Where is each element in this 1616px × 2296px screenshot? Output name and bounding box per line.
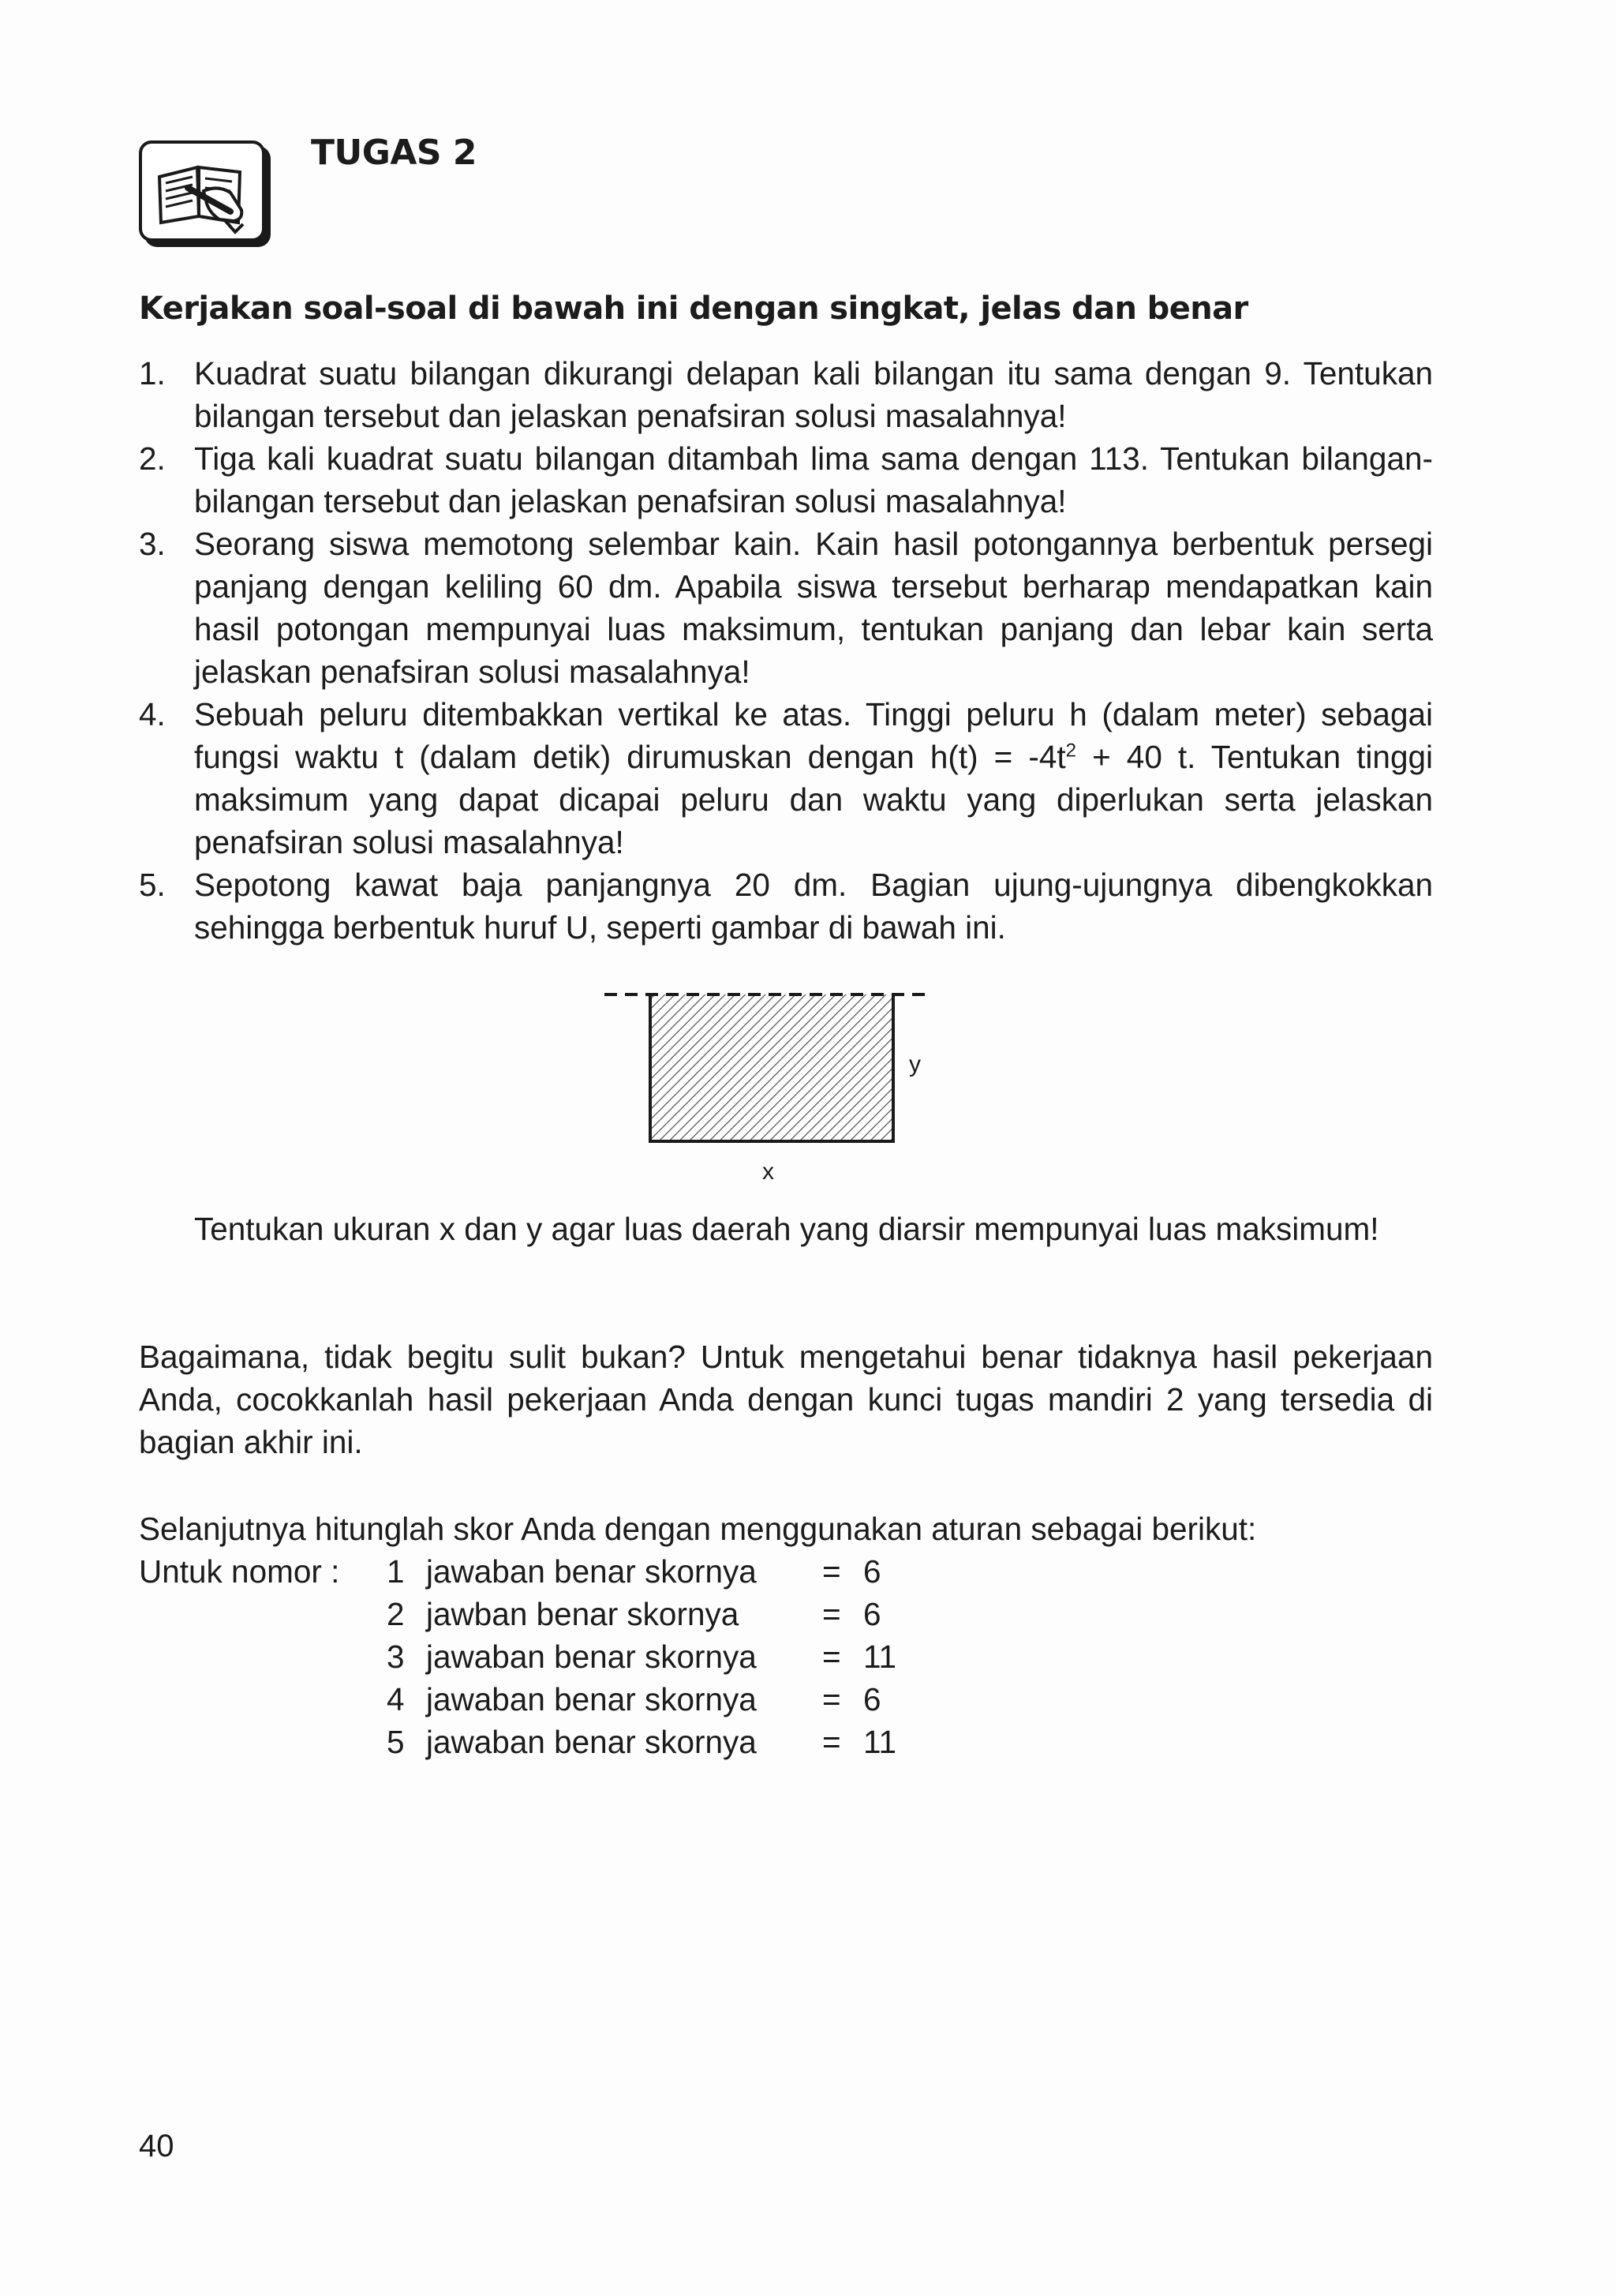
score-equals: = <box>822 1724 841 1760</box>
u-shape-diagram <box>600 979 963 1192</box>
exponent: 2 <box>1065 740 1077 762</box>
score-number: 1 <box>387 1553 405 1590</box>
score-label: jawban benar skornya <box>426 1596 739 1632</box>
score-label: jawaban benar skornya <box>426 1639 757 1675</box>
score-number: 5 <box>387 1724 405 1760</box>
score-equals: = <box>822 1681 841 1717</box>
score-number: 3 <box>387 1639 405 1675</box>
closing-paragraph: Bagaimana, tidak begitu sulit bukan? Untuk mengetahui benar tidaknya hasil pekerjaan Anda, cocokkanlah hasil pekerjaan Anda dengan kunci tugas mandiri 2 yang tersedia di bagian akhir ini. <box>139 1339 1433 1460</box>
score-number: 2 <box>387 1596 405 1632</box>
question-text-continued: + 40 t. Tentukan tinggi maksimum yang dapat dicapai peluru dan waktu yang diperlukan serta jelaskan penafsiran solusi masalahnya! <box>194 739 1433 860</box>
question-item-4 <box>139 693 1433 863</box>
page-number: 40 <box>139 2129 174 2163</box>
question-item-5 <box>139 863 1433 949</box>
score-value: 6 <box>863 1681 881 1717</box>
question-number: 5. <box>139 867 166 903</box>
score-label: jawaban benar skornya <box>426 1724 757 1760</box>
u-shape-figure <box>600 979 963 1196</box>
score-value: 11 <box>863 1639 897 1675</box>
book-and-pen-icon-graphic <box>142 144 262 238</box>
question-item-3 <box>139 522 1433 693</box>
question-text: Sebuah peluru ditembakkan vertikal ke atas. Tinggi peluru h (dalam meter) sebagai fungsi waktu t (dalam detik) dirumuskan dengan h(t) = -4t <box>194 696 1433 775</box>
label-x: x <box>762 1159 774 1185</box>
question5-followup: Tentukan ukuran x dan y agar luas daerah yang diarsir mempunyai luas maksimum! <box>194 1211 1379 1247</box>
question-item-1 <box>139 352 1433 437</box>
question-text: Sepotong kawat baja panjangnya 20 dm. Bagian ujung-ujungnya dibengkokkan sehingga berbentuk huruf U, seperti gambar di bawah ini. <box>194 867 1433 946</box>
section-title: TUGAS 2 <box>311 133 477 173</box>
label-y: y <box>909 1051 921 1077</box>
score-label: jawaban benar skornya <box>426 1681 757 1717</box>
question-number: 4. <box>139 696 166 732</box>
score-value: 11 <box>863 1724 897 1760</box>
score-equals: = <box>822 1553 841 1590</box>
question-item-2 <box>139 437 1433 522</box>
score-value: 6 <box>863 1596 881 1632</box>
question-text: Kuadrat suatu bilangan dikurangi delapan kali bilangan itu sama dengan 9. Tentukan bilangan tersebut dan jelaskan penafsiran solusi masalahnya! <box>194 355 1433 434</box>
question-number: 3. <box>139 526 166 562</box>
shaded-region <box>650 994 893 1141</box>
scoring-intro: Selanjutnya hitunglah skor Anda dengan menggunakan aturan sebagai berikut: <box>139 1511 1257 1547</box>
question-text: Seorang siswa memotong selembar kain. Kain hasil potongannya berbentuk persegi panjang dengan keliling 60 dm. Apabila siswa tersebut berharap mendapatkan kain hasil potongan mempunyai luas maksimum, tentukan panjang dan lebar kain serta jelaskan penafsiran solusi masalahnya! <box>194 526 1433 690</box>
score-value: 6 <box>863 1553 881 1590</box>
question-list <box>139 352 1433 949</box>
score-prefix: Untuk nomor : <box>139 1553 340 1590</box>
question-number: 1. <box>139 355 166 391</box>
score-equals: = <box>822 1596 841 1632</box>
score-number: 4 <box>387 1681 405 1717</box>
question-number: 2. <box>139 440 166 477</box>
score-equals: = <box>822 1639 841 1675</box>
instruction-text: Kerjakan soal-soal di bawah ini dengan singkat, jelas dan benar <box>139 290 1248 327</box>
score-label: jawaban benar skornya <box>426 1553 757 1590</box>
question-text: Tiga kali kuadrat suatu bilangan ditambah lima sama dengan 113. Tentukan bilangan-bilangan tersebut dan jelaskan penafsiran solusi masalahnya! <box>194 440 1433 519</box>
book-and-pen-icon <box>139 140 265 242</box>
